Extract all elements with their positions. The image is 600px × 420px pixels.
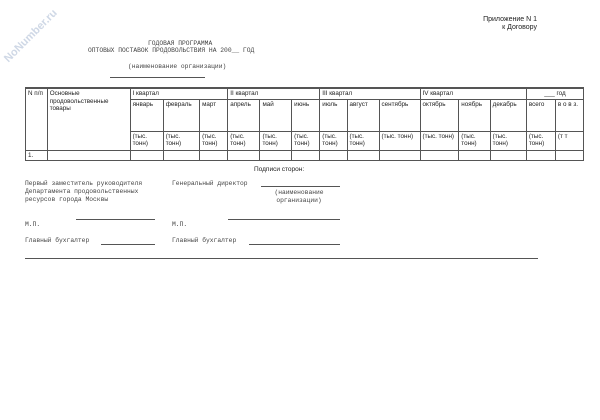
unit-cell: (тыс. тонн) [163,131,199,150]
month-header: ноябрь [459,99,490,131]
supply-table [25,87,584,161]
unit-cell: (т т [555,131,583,150]
month-header: июнь [292,99,320,131]
appendix-line2: к Договору [502,24,537,31]
signatures-heading: Подписи сторон: [254,166,305,173]
month-header: июль [320,99,347,131]
month-header: август [347,99,379,131]
unit-cell: (тыс. тонн) [526,131,555,150]
accountant-left-line [101,244,155,245]
bottom-rule [25,258,538,259]
row-number: 1. [26,150,48,161]
unit-cell: (тыс. тонн) [347,131,379,150]
left-signatory-title: Первый заместитель руководителя Департамента продовольственных ресурсов города Москвы [25,180,143,203]
appendix-line1: Приложение N 1 [483,16,537,23]
title-line2: ОПТОВЫХ ПОСТАВОК ПРОДОВОЛЬСТВИЯ НА 200__ ГОД [88,47,255,54]
unit-cell: (тыс. тонн) [130,131,163,150]
col-n-header: N п/п [26,88,48,150]
month-header: сентябрь [379,99,420,131]
last-col-header: в о в з. [555,99,583,131]
quarter-header: III квартал [320,88,420,99]
total-header: всего [526,99,555,131]
unit-cell: (тыс. тонн) [292,131,320,150]
unit-cell: (тыс. тонн) [490,131,526,150]
left-signature-line [76,219,155,220]
unit-cell: (тыс. тонн) [420,131,459,150]
unit-cell: (тыс. тонн) [228,131,260,150]
accountant-right: Главный бухгалтер [172,237,237,244]
month-header: март [200,99,228,131]
month-header: январь [130,99,163,131]
right-signatory-title: Генеральный директор [172,180,248,187]
month-header: май [260,99,292,131]
mp-right: М.П. [172,221,188,228]
org-caption: (наименование организации) [128,63,227,70]
mp-left: М.П. [25,221,41,228]
col-goods-header: Основные продовольственные товары [47,88,130,150]
month-header: апрель [228,99,260,131]
month-header: февраль [163,99,199,131]
unit-cell: (тыс. тонн) [200,131,228,150]
accountant-left: Главный бухгалтер [25,237,90,244]
quarter-header: II квартал [228,88,320,99]
quarter-header: IV квартал [420,88,526,99]
watermark: NoNumber.ru [1,7,60,65]
right-org-caption: (наименование организации) [274,189,324,204]
director-signature-line [261,186,340,187]
right-signature-line [228,219,340,220]
year-header: ___ год [526,88,583,99]
unit-cell: (тыс. тонн) [379,131,420,150]
unit-cell: (тыс. тонн) [459,131,490,150]
quarter-header: I квартал [130,88,228,99]
unit-cell: (тыс. тонн) [260,131,292,150]
unit-cell: (тыс. тонн) [320,131,347,150]
table-row [26,150,584,161]
month-header: октябрь [420,99,459,131]
month-header: декабрь [490,99,526,131]
title-line1: ГОДОВАЯ ПРОГРАММА [148,40,213,47]
accountant-right-line [249,244,340,245]
